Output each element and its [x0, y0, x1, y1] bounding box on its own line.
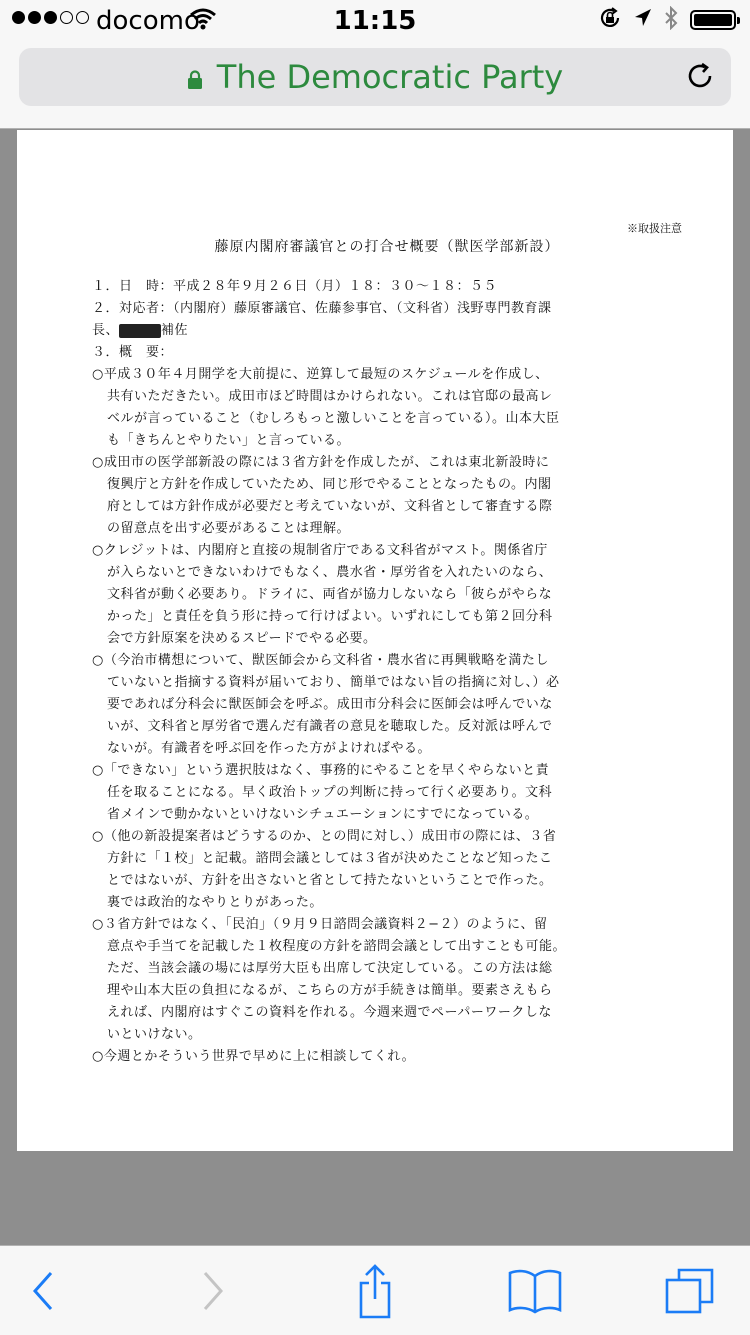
clock: 11:15	[333, 6, 417, 36]
doc-line: 任を取ることになる。早く政治トップの判断に持って行く必要あり。文科	[107, 785, 553, 800]
tabs-icon	[664, 1267, 716, 1315]
doc-line: いが、文科省と厚労省で選んだ有識者の意見を聴取した。反対派は呼んで	[107, 719, 553, 734]
browser-navbar	[0, 40, 750, 129]
doc-line: いといけない。	[107, 1027, 202, 1042]
doc-line: ２．対応者：（内閣府）藤原審議官、佐藤参事官、（文科省）浅野専門教育課	[92, 301, 552, 316]
doc-line: ３．概 要：	[92, 345, 174, 360]
share-button[interactable]	[345, 1266, 405, 1316]
tabs-button[interactable]	[660, 1266, 720, 1316]
doc-line: 裏では政治的なやりとりがあった。	[107, 895, 323, 910]
doc-line-redacted: 長、 補佐	[92, 323, 189, 338]
status-bar	[0, 0, 750, 40]
reload-icon[interactable]	[685, 61, 715, 95]
doc-line: ○平成３０年４月開学を大前提に、逆算して最短のスケジュールを作成し、	[92, 367, 549, 382]
document-title: 藤原内閣府審議官との打合せ概要（獣医学部新設）	[214, 239, 560, 255]
doc-line: 意点や手当てを記載した１枚程度の方針を諮問会議として出すことも可能。	[107, 939, 567, 954]
doc-line: 共有いただきたい。成田市ほど時間はかけられない。これは官邸の最高レ	[107, 389, 553, 404]
redaction-box	[119, 324, 161, 338]
chevron-left-icon	[29, 1269, 59, 1313]
document-body	[92, 276, 682, 1068]
doc-line: 府としては方針作成が必要だと考えていないが、文科省として審査する際	[107, 499, 553, 514]
doc-line: ○今週とかそういう世界で早めに上に相談してくれ。	[92, 1049, 416, 1064]
book-icon	[507, 1268, 563, 1314]
chevron-right-icon	[197, 1269, 227, 1313]
doc-line: 方針に「１校」と記載。諮問会議としては３省が決めたことなど知ったこ	[107, 851, 553, 866]
document-scan	[17, 130, 733, 1151]
location-icon	[634, 8, 652, 32]
doc-line: ○クレジットは、内閣府と直接の規制省庁である文科省がマスト。関係省庁	[92, 543, 548, 558]
battery-icon	[690, 10, 736, 30]
bookmarks-button[interactable]	[505, 1266, 565, 1316]
doc-line: の留意点を出す必要があることは理解。	[107, 521, 351, 536]
page-title: The Democratic Party	[216, 58, 564, 96]
doc-line: ○（他の新設提案者はどうするのか、との問に対し、）成田市の際には、３省	[92, 829, 557, 844]
doc-line: えれば、内閣府はすぐこの資料を作れる。今週来週でペーパーワークしな	[107, 1005, 552, 1020]
doc-line: ベルが言っていること（むしろもっと激しいことを言っている）。山本大臣	[107, 411, 560, 426]
doc-line: 文科省が動く必要あり。ドライに、両省が協力しないなら「彼らがやらな	[107, 587, 553, 602]
doc-line: 会で方針原案を決めるスピードでやる必要。	[107, 631, 377, 646]
back-button[interactable]	[14, 1266, 74, 1316]
doc-line: 要であれば分科会に獣医師会を呼ぶ。成田市分科会に医師会は呼んでいな	[107, 697, 553, 712]
doc-line: ○（今治市構想について、獣医師会から文科省・農水省に再興戦略を満たし	[92, 653, 549, 668]
doc-line: ただ、当該会議の場には厚労大臣も出席して決定している。この方法は総	[107, 961, 553, 976]
doc-line: 復興庁と方針を作成していたため、同じ形でやることとなったもの。内閣	[107, 477, 552, 492]
lock-icon	[187, 60, 203, 98]
share-icon	[355, 1263, 395, 1319]
doc-line: ていないと指摘する資料が届いており、簡単ではない旨の指摘に対し、）必	[107, 675, 560, 690]
rotation-lock-icon	[598, 6, 622, 34]
doc-line: 省メインで動かないといけないシチュエーションにすでになっている。	[107, 807, 539, 822]
address-bar[interactable]	[19, 48, 731, 106]
doc-line: 理や山本大臣の負担になるが、こちらの方が手続きは簡単。要素さえもら	[107, 983, 553, 998]
doc-line: とではないが、方針を出さないと省として持たないということで作った。	[107, 873, 553, 888]
doc-line: １．日 時：平成２８年９月２６日（月）１８：３０〜１８：５５	[92, 279, 498, 294]
browser-toolbar	[0, 1245, 750, 1335]
forward-button[interactable]	[182, 1266, 242, 1316]
handling-mark: ※取扱注意	[627, 222, 682, 235]
doc-line: が入らないとできないわけでもなく、農水省・厚労省を入れたいのなら、	[107, 565, 553, 580]
doc-line: かった」と責任を負う形に持って行けばよい。いずれにしても第２回分科	[107, 609, 553, 624]
bluetooth-icon	[664, 6, 678, 34]
doc-line: ○成田市の医学部新設の際には３省方針を作成したが、これは東北新設時に	[92, 455, 550, 470]
doc-line: ○「できない」という選択肢はなく、事務的にやることを早くやらないと責	[92, 763, 550, 778]
doc-line: も「きちんとやりたい」と言っている。	[107, 433, 351, 448]
doc-line: ないが。有識者を呼ぶ回を作った方がよければやる。	[107, 741, 432, 756]
doc-line: ○３省方針ではなく、「民泊」（９月９日諮問会議資料２−２）のように、留	[92, 917, 548, 932]
carrier-name: docomo	[96, 6, 200, 36]
